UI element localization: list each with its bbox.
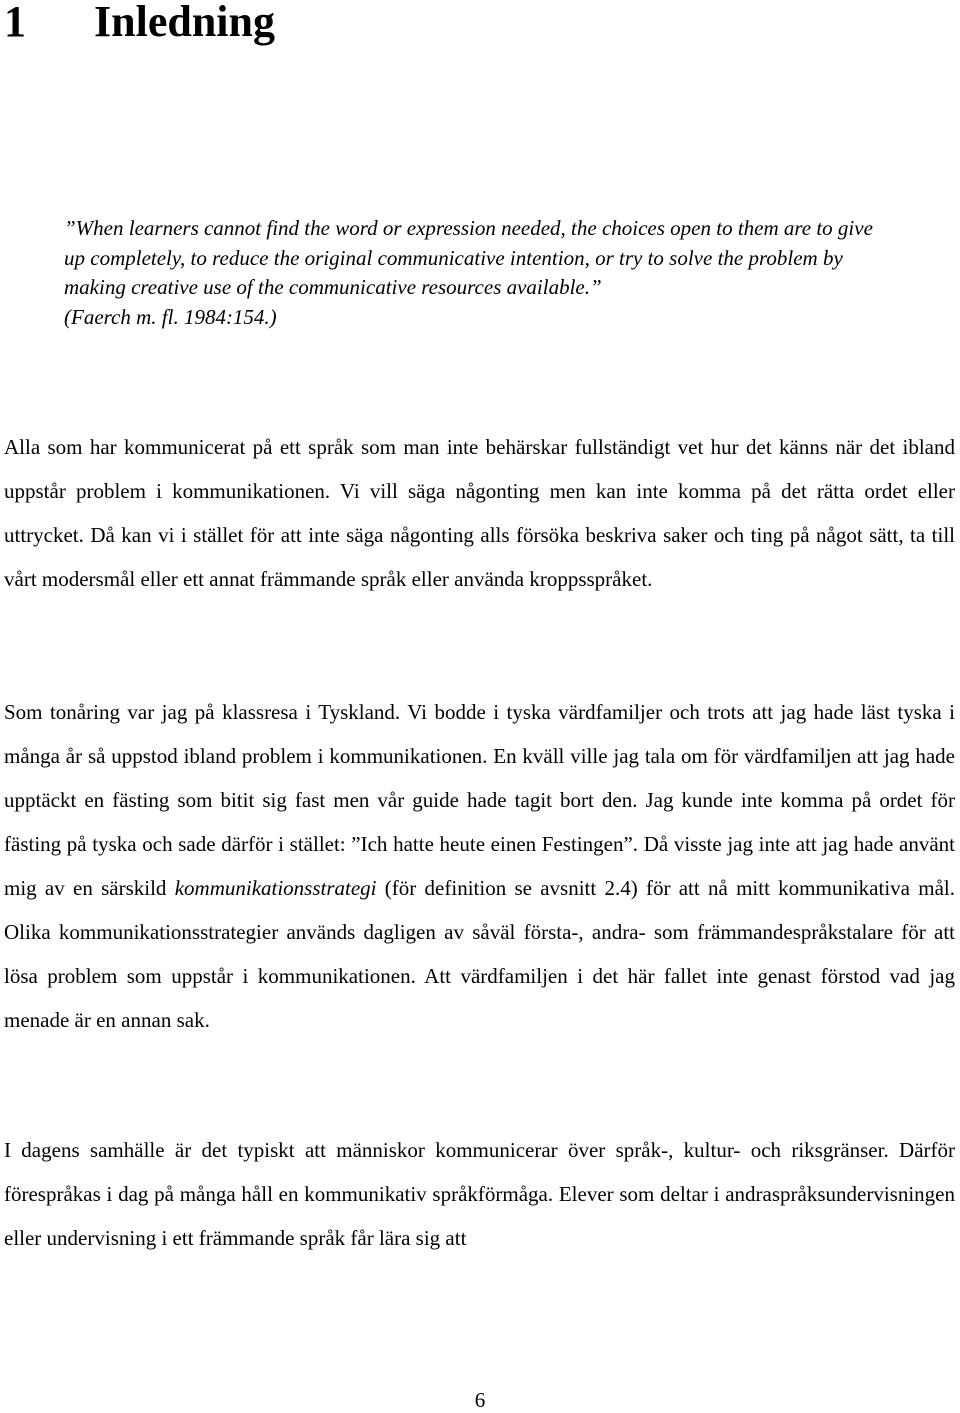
paragraph-1: Alla som har kommunicerat på ett språk som man inte behärskar fullständigt vet hur det känns när det ibland uppstår problem i kommunikationen. Vi vill säga någonting men kan inte komma på det rätta ordet eller uttrycket. Då kan vi i stället för att inte säga någonting alls försöka beskriva saker och ting på något sätt, ta till vårt modersmål eller ett annat främmande språk eller använda kroppsspråket.: [4, 435, 955, 591]
chapter-title: Inledning: [94, 0, 275, 46]
paragraph-3: I dagens samhälle är det typiskt att människor kommunicerar över språk-, kultur- och riksgränser. Därför förespråkas i dag på många håll en kommunikativ språkförmåga. Elever som deltar i andraspråksundervisningen eller undervisning i ett främmande språk får lära sig att: [4, 1138, 955, 1250]
quote-text: ”When learners cannot find the word or expression needed, the choices open to them are to give up completely, to reduce the original communicative intention, or try to solve the problem by making creative use of the communicative resources available.”: [64, 216, 873, 299]
paragraph-2: [4, 690, 955, 1042]
paragraph-2-text-before: Som tonåring var jag på klassresa i Tyskland. Vi bodde i tyska värdfamiljer och trots att jag hade läst tyska i många år så uppstod ibland problem i kommunikationen. En kväll ville jag tala om för värdfamiljen att jag hade upptäckt en fästing som bitit sig fast men vår guide hade tagit bort den. Jag kunde inte komma på ordet för fästing på tyska och sade därför i stället: ”Ich hatte heute einen Festingen”. Då visste jag inte att jag hade använt mig av en särskild: [4, 700, 955, 900]
block-quote: [64, 214, 899, 332]
quote-citation: (Faerch m. fl. 1984:154.): [64, 304, 277, 329]
paragraph-2-text-after: (för definition se avsnitt 2.4) för att nå mitt kommunikativa mål. Olika kommunikationsstrategier används dagligen av såväl första-, andra- som främmandespråkstalare för att lösa problem som uppstår i kommunikationen. Att värdfamiljen i det här fallet inte genast förstod vad jag menade är en annan sak.: [4, 876, 955, 1032]
chapter-number: 1: [4, 0, 26, 46]
emphasized-term: kommunikationsstrategi: [174, 876, 377, 900]
chapter-heading: [4, 0, 275, 48]
page-number: 6: [474, 1388, 486, 1412]
